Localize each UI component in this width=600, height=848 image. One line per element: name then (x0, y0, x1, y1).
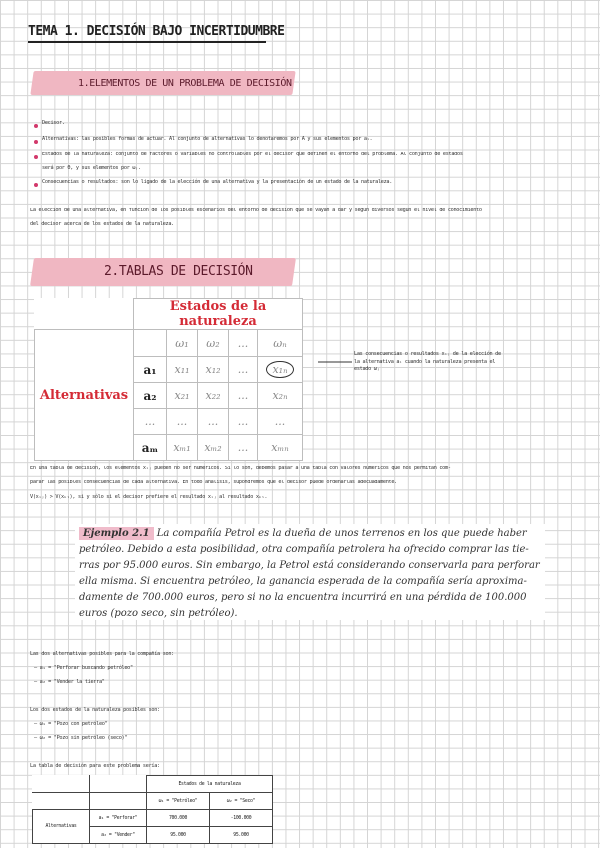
bullet-dot (34, 140, 38, 144)
row-label: aₘ (134, 435, 167, 461)
example-line: rras por 95.000 euros. Sin embargo, la Petrol está considerando conservarla para perforar (79, 560, 540, 571)
alternatives-intro: Las dos alternativas posibles para la compañía son: (30, 651, 174, 657)
table-intro: La tabla de decisión para este problema sería: (30, 763, 160, 769)
bullet-alternativas: Alternativas: las posibles formas de actuar. Al conjunto de alternativas lo denotaremos por A y sus elementos por aᵢ. (42, 136, 373, 142)
decision-table-wrapper (34, 298, 303, 461)
page-title: TEMA 1. DECISIÓN BAJO INCERTIDUMBRE (28, 24, 285, 39)
table-cell: ... (229, 383, 258, 409)
table-cell: xₘ₂ (198, 435, 229, 461)
col-header: ω₂ (198, 330, 229, 357)
example-line: ella misma. Si encuentra petróleo, la ganancia esperada de la compañía sería aproxima- (79, 576, 527, 587)
table-cell: xₘ₁ (167, 435, 198, 461)
table-cell: xₘₙ (258, 435, 303, 461)
bullet-consecuencias: Consecuencias o resultados: son lo ligado de la elección de una alternativa y la presentación de un estado de la naturaleza. (42, 179, 393, 185)
table-cell-circled (258, 357, 303, 383)
table-cell: ... (198, 409, 229, 435)
state-item: – ω₂ = "Pozo sin petróleo (seco)" (34, 735, 128, 741)
small-cell: -100.000 (210, 810, 273, 827)
bullet-dot (34, 183, 38, 187)
section1-paragraph-line2: del decisor acerca de los estados de la naturaleza. (30, 221, 174, 227)
bullet-dot (34, 155, 38, 159)
small-table-wrapper (32, 775, 273, 844)
bullet-decisor: Decisor. (42, 120, 65, 126)
table-cell: x₂₂ (198, 383, 229, 409)
state-text: ω₁ = "Pozo con petróleo" (39, 721, 108, 727)
row-label: a₁ (134, 357, 167, 383)
table-cell: ... (167, 409, 198, 435)
table-cell: x₁₁ (167, 357, 198, 383)
table-cell: ... (229, 435, 258, 461)
section1-heading: 1.ELEMENTOS DE UN PROBLEMA DE DECISIÓN (78, 78, 292, 89)
small-cell: 95.000 (147, 827, 210, 844)
small-states-label: Estados de la naturaleza (147, 776, 273, 793)
note-line: Las consecuencias o resultados xᵢⱼ de la elección de (354, 351, 501, 357)
state-text: ω₂ = "Pozo sin petróleo (seco)" (39, 735, 128, 741)
alternative-item: – a₂ = "Vender la tierra" (34, 679, 105, 685)
bullet-estados: Estados de la naturaleza: conjunto de factores o variables no controlables por el decisor que definen el entorno del problema. Al conjunto de estados (42, 152, 463, 157)
table-cell: ... (229, 409, 258, 435)
small-col-header: ω₁ = "Petróleo" (147, 793, 210, 810)
alternatives-label: Alternativas (35, 330, 134, 461)
example-box (75, 524, 545, 620)
table-cell: x₂ₙ (258, 383, 303, 409)
example-label: Ejemplo 2.1 (79, 527, 154, 540)
small-cell: 95.000 (210, 827, 273, 844)
col-header: ω₁ (167, 330, 198, 357)
arrow-icon (318, 356, 354, 368)
table-cell: ... (229, 357, 258, 383)
decision-table (34, 298, 303, 461)
example-text (79, 526, 543, 622)
bullet-estados-cont: será por Θ, y sus elementos por ωⱼ. (42, 165, 141, 171)
circled-value: x₁ₙ (266, 361, 293, 378)
col-header: ωₙ (258, 330, 303, 357)
row-label: ... (134, 409, 167, 435)
states-label: Estados de la naturaleza (134, 299, 303, 330)
title-underline (28, 41, 266, 43)
small-alternatives-label: Alternativas (33, 810, 90, 844)
section2-paragraph-line3: V(xᵢⱼ) > V(xₖₗ), si y sólo si el decisor prefiere el resultado xᵢⱼ al resultado xₖₗ. (30, 494, 268, 500)
section2-paragraph-line2: parar las posibles consecuencias de cada alternativa. En todo análisis, supondremos que el decisor puede ordenarlas adecuadamente. (30, 480, 398, 485)
example-line: euros (pozo seco, sin petróleo). (79, 608, 238, 619)
small-row-label: a₁ = "Perforar" (90, 810, 147, 827)
small-col-header: ω₂ = "Seco" (210, 793, 273, 810)
table-cell: ... (258, 409, 303, 435)
section2-heading: 2.TABLAS DE DECISIÓN (104, 264, 253, 279)
example-line: La compañía Petrol es la dueña de unos terrenos en los que puede haber (156, 528, 527, 539)
note-line: la alternativa aᵢ cuando la naturaleza presenta el (354, 358, 496, 365)
section2-paragraph-line1: En una tabla de decisión, los elementos xᵢⱼ pueden no ser numéricos. Si lo son, debemos pasar a una tabla con valores numéricos que nos permitan com- (30, 466, 451, 471)
col-header: ... (229, 330, 258, 357)
states-intro: Los dos estados de la naturaleza posibles son: (30, 707, 160, 713)
example-line: petróleo. Debido a esta posibilidad, otra compañía petrolera ha ofrecido comprar las tie- (79, 544, 529, 555)
small-decision-table (32, 775, 273, 844)
bullet-dot (34, 124, 38, 128)
table-cell: x₂₁ (167, 383, 198, 409)
table-cell: x₁₂ (198, 357, 229, 383)
table-note (354, 351, 544, 374)
alternative-item: – a₁ = "Perforar buscando petróleo" (34, 665, 133, 671)
small-cell: 700.000 (147, 810, 210, 827)
small-row-label: a₂ = "Vender" (90, 827, 147, 844)
alternative-text: a₂ = "Vender la tierra" (39, 679, 105, 685)
section1-paragraph-line1: La elección de una alternativa, en función de los posibles escenarios del entorno de decisión que se vayan a dar y según diversos según el nivel de conocimiento (30, 208, 482, 213)
row-label: a₂ (134, 383, 167, 409)
example-line: damente de 700.000 euros, pero si no la encuentra incurrirá en una pérdida de 100.000 (79, 592, 527, 603)
alternative-text: a₁ = "Perforar buscando petróleo" (39, 665, 133, 671)
state-item: – ω₁ = "Pozo con petróleo" (34, 721, 108, 727)
note-line: estado ωⱼ (354, 366, 380, 372)
